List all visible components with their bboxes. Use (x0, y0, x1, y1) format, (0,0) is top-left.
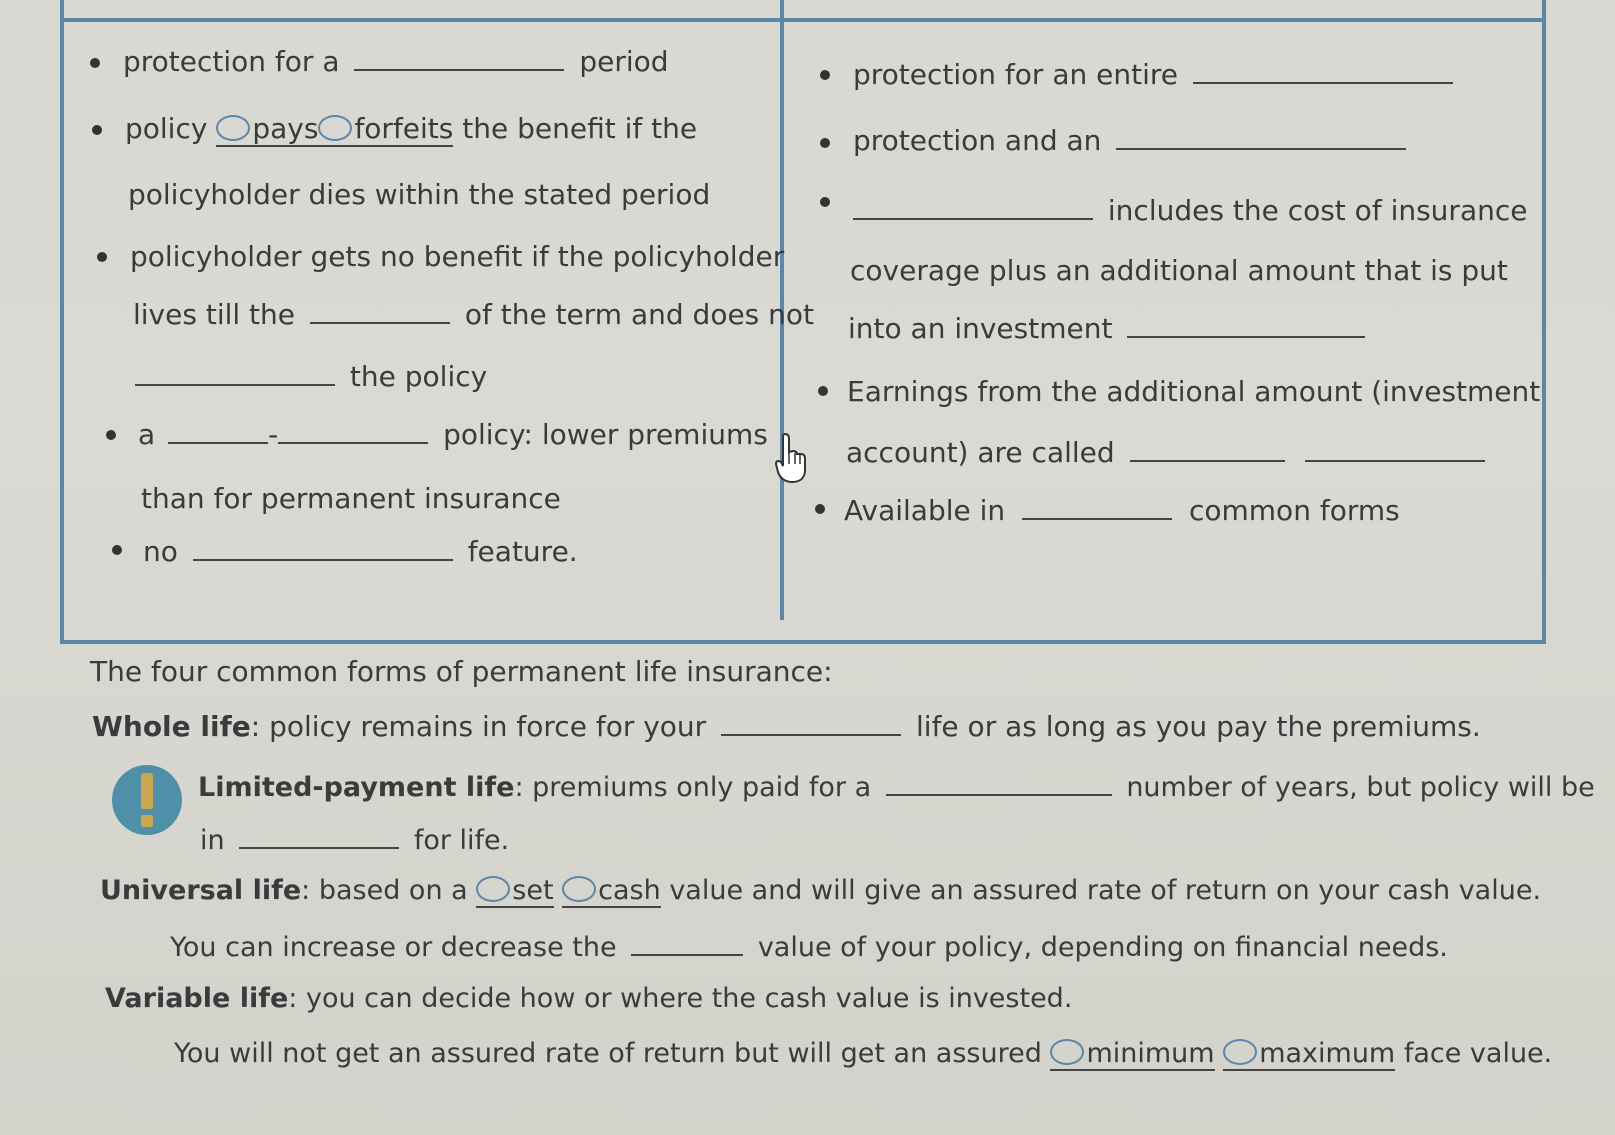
radio-circle-icon[interactable] (562, 876, 596, 902)
blank-field[interactable] (886, 770, 1112, 796)
whole-life-line (92, 710, 1481, 743)
radio-circle-icon[interactable] (1223, 1039, 1257, 1065)
bullet (820, 70, 830, 80)
bullet-text: lives till the (133, 298, 296, 331)
choice-forfeits[interactable] (318, 112, 453, 147)
definition-text: in (200, 825, 225, 856)
bullet (818, 386, 828, 396)
bullet-text: common forms (1188, 494, 1400, 527)
blank-field[interactable] (310, 298, 450, 324)
blank-field[interactable] (354, 45, 564, 71)
limited-payment-line2 (200, 823, 509, 856)
term-bullet-1 (123, 45, 669, 78)
term-bullet-4 (138, 418, 768, 451)
bullet-text: account) are called (846, 436, 1115, 469)
bullet-text: the benefit if the (462, 112, 698, 145)
table-top-border (60, 18, 1542, 22)
blank-field[interactable] (168, 418, 268, 444)
bullet-text: includes the cost of insurance (1107, 194, 1528, 227)
choice-label: maximum (1259, 1038, 1396, 1069)
bullet-text: protection for an entire (853, 58, 1178, 91)
blank-field[interactable] (1130, 436, 1285, 462)
term-bullet-3: policyholder gets no benefit if the policyholder (130, 240, 785, 273)
choice-label: cash (598, 875, 661, 906)
blank-field[interactable] (135, 360, 335, 386)
definition-text: You can increase or decrease the (170, 932, 617, 963)
blank-field[interactable] (193, 535, 453, 561)
bullet-text: of the term and does not (464, 298, 815, 331)
definition-text: value of your policy, depending on financial needs. (757, 932, 1448, 963)
variable-life-line (105, 983, 1072, 1014)
choice-cash[interactable] (562, 875, 661, 908)
blank-field[interactable] (239, 823, 399, 849)
term-bullet-5 (143, 535, 578, 568)
term-label: Universal life (100, 875, 302, 906)
definition-text: value and will give an assured rate of return on your cash value. (669, 875, 1542, 906)
bullet-text: policy: lower premiums (443, 418, 768, 451)
bullet-text: into an investment (848, 312, 1113, 345)
term-bullet-3-line2 (133, 298, 814, 331)
blank-field[interactable] (1305, 436, 1485, 462)
choice-set[interactable] (476, 875, 553, 908)
perm-bullet-4-line2 (846, 436, 1485, 469)
variable-life-line2 (174, 1038, 1552, 1069)
term-label: Whole life (92, 710, 251, 743)
perm-bullet-4: Earnings from the additional amount (investment (847, 375, 1541, 408)
bullet (92, 125, 102, 135)
radio-circle-icon[interactable] (1050, 1039, 1084, 1065)
perm-bullet-3-line3 (848, 312, 1365, 345)
term-label: Variable life (105, 983, 289, 1014)
term-bullet-4-cont: than for permanent insurance (141, 482, 561, 515)
bullet (106, 430, 116, 440)
bullet-text: protection for a (123, 45, 340, 78)
bullet-text: Available in (844, 494, 1006, 527)
radio-circle-icon[interactable] (476, 876, 510, 902)
exclamation-dot (141, 815, 153, 827)
definition-text: : premiums only paid for a (514, 772, 872, 803)
perm-bullet-5 (844, 494, 1400, 527)
choice-pays[interactable] (216, 112, 318, 147)
bullet (820, 138, 830, 148)
blank-field[interactable] (1022, 494, 1172, 520)
bullet (815, 504, 825, 514)
radio-circle-icon[interactable] (216, 115, 250, 141)
choice-label: minimum (1086, 1038, 1215, 1069)
definition-text: face value. (1403, 1038, 1553, 1069)
blank-field[interactable] (853, 194, 1093, 220)
term-bullet-2-cont: policyholder dies within the stated period (128, 178, 711, 211)
blank-field[interactable] (631, 930, 743, 956)
definition-text: number of years, but policy will be (1126, 772, 1595, 803)
perm-bullet-2 (853, 124, 1406, 157)
bullet (820, 197, 830, 207)
definition-text: : you can decide how or where the cash value is invested. (288, 983, 1073, 1014)
definition-text: : based on a (301, 875, 468, 906)
term-label: Limited-payment life (198, 772, 515, 803)
limited-payment-line (198, 770, 1595, 803)
bullet-text: feature. (467, 535, 578, 568)
choice-label: set (512, 875, 554, 906)
bullet (90, 58, 100, 68)
blank-field[interactable] (278, 418, 428, 444)
bullet-text: period (579, 45, 669, 78)
bullet-text: no (143, 535, 178, 568)
radio-circle-icon[interactable] (318, 115, 352, 141)
exclamation-bar (141, 773, 153, 809)
definition-text: You will not get an assured rate of return but will get an assured (174, 1038, 1042, 1069)
choice-label: forfeits (354, 112, 454, 145)
choice-label: pays (252, 112, 319, 145)
definition-text: life or as long as you pay the premiums. (916, 710, 1481, 743)
bullet-text: a (138, 418, 156, 451)
choice-maximum[interactable] (1223, 1038, 1395, 1071)
bullet (97, 252, 107, 262)
blank-field[interactable] (1193, 58, 1453, 84)
universal-life-line (100, 875, 1541, 906)
term-bullet-2 (125, 112, 697, 145)
blank-field[interactable] (721, 710, 901, 736)
perm-bullet-3 (853, 194, 1527, 227)
exclamation-icon (112, 765, 182, 835)
definition-text: : policy remains in force for your (250, 710, 707, 743)
hand-pointer-icon (775, 432, 809, 484)
bullet-text: protection and an (853, 124, 1102, 157)
bullet-text: policy (125, 112, 208, 145)
definition-text: for life. (413, 825, 510, 856)
hyphen: - (268, 418, 279, 451)
term-bullet-3-line3 (135, 360, 487, 393)
blank-field[interactable] (1127, 312, 1365, 338)
perm-bullet-1 (853, 58, 1453, 91)
perm-bullet-3-line2: coverage plus an additional amount that is put (850, 254, 1508, 287)
forms-heading: The four common forms of permanent life insurance: (90, 655, 833, 688)
bullet (112, 545, 122, 555)
universal-life-line2 (170, 930, 1448, 963)
bullet-text: the policy (349, 360, 488, 393)
blank-field[interactable] (1116, 124, 1406, 150)
choice-minimum[interactable] (1050, 1038, 1214, 1071)
